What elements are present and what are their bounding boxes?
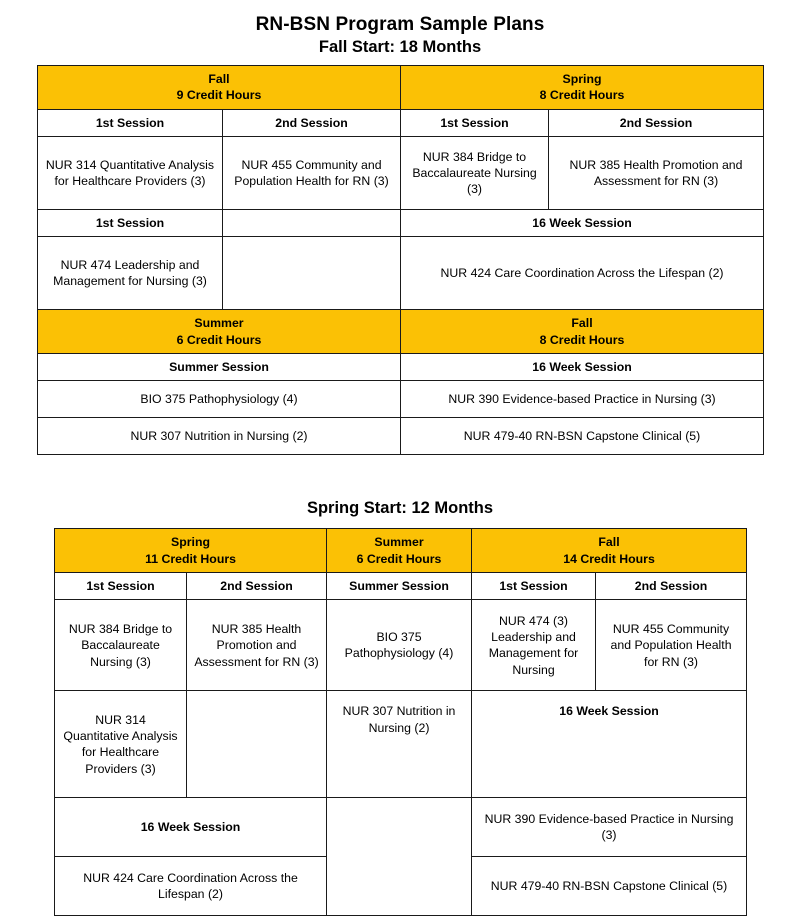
session-header: Summer Session xyxy=(327,573,472,600)
course-cell: NUR 307 Nutrition in Nursing (2) xyxy=(38,418,401,455)
course-cell: BIO 375 Pathophysiology (4) xyxy=(38,381,401,418)
term-header-summer xyxy=(38,310,401,354)
course-cell: NUR 314 Quantitative Analysis for Healthcare Providers (3) xyxy=(38,137,223,210)
session-header: 16 Week Session xyxy=(401,354,764,381)
course-cell: NUR 307 Nutrition in Nursing (2) xyxy=(327,691,472,798)
section-heading-fall-start: Fall Start: 18 Months xyxy=(318,38,482,56)
table-row xyxy=(38,66,764,110)
session-header: 2nd Session xyxy=(549,109,764,136)
table-row xyxy=(38,109,764,136)
session-header: 16 Week Session xyxy=(401,210,764,237)
table-row xyxy=(55,529,747,573)
term-name: Fall xyxy=(598,535,620,550)
term-credits: 9 Credit Hours xyxy=(176,88,262,103)
course-cell: NUR 479-40 RN-BSN Capstone Clinical (5) xyxy=(472,857,747,916)
section-heading-spring-start: Spring Start: 12 Months xyxy=(306,499,494,518)
session-header: 2nd Session xyxy=(187,573,327,600)
term-credits: 8 Credit Hours xyxy=(539,88,625,103)
term-name: Fall xyxy=(208,72,230,86)
table-row xyxy=(38,354,764,381)
term-credits: 11 Credit Hours xyxy=(145,551,236,566)
table-row xyxy=(38,381,764,418)
course-cell: BIO 375 Pathophysiology (4) xyxy=(327,600,472,691)
course-cell: NUR 474 Leadership and Management for Nursing (3) xyxy=(38,237,223,310)
term-header-spring xyxy=(55,529,327,573)
fall-start-table xyxy=(37,65,764,455)
course-cell: NUR 424 Care Coordination Across the Lifespan (2) xyxy=(401,237,764,310)
table-row xyxy=(38,310,764,354)
term-header-fall xyxy=(472,529,747,573)
table-row xyxy=(38,137,764,210)
session-header: 16 Week Session xyxy=(472,691,747,798)
term-credits: 6 Credit Hours xyxy=(176,332,262,347)
empty-cell xyxy=(223,210,401,237)
table-row xyxy=(55,691,747,798)
term-credits: 8 Credit Hours xyxy=(539,332,625,347)
course-cell: NUR 424 Care Coordination Across the Lifespan (2) xyxy=(55,857,327,916)
term-name: Spring xyxy=(171,535,210,550)
empty-cell xyxy=(223,237,401,310)
term-name: Spring xyxy=(562,72,602,86)
session-header: 2nd Session xyxy=(223,109,401,136)
term-name: Summer xyxy=(374,535,424,550)
table-row xyxy=(55,798,747,857)
term-credits: 14 Credit Hours xyxy=(563,551,655,566)
section-gap xyxy=(0,455,800,499)
spring-start-table-wrapper xyxy=(54,528,746,916)
term-header-fall-2 xyxy=(401,310,764,354)
top-spacer xyxy=(0,0,800,2)
course-cell: NUR 474 (3) Leadership and Management for Nursing xyxy=(472,600,596,691)
session-header: 1st Session xyxy=(55,573,187,600)
course-cell: NUR 385 Health Promotion and Assessment for RN (3) xyxy=(549,137,764,210)
session-header: Summer Session xyxy=(38,354,401,381)
empty-cell xyxy=(327,798,472,916)
term-name: Summer xyxy=(194,316,244,331)
term-name: Fall xyxy=(571,316,593,331)
course-cell: NUR 455 Community and Population Health for RN (3) xyxy=(596,600,747,691)
session-header: 1st Session xyxy=(472,573,596,600)
table-row xyxy=(38,237,764,310)
course-cell: NUR 384 Bridge to Baccalaureate Nursing (3) xyxy=(55,600,187,691)
course-cell: NUR 390 Evidence-based Practice in Nursing (3) xyxy=(472,798,747,857)
table-row xyxy=(38,418,764,455)
fall-start-table-wrapper xyxy=(37,65,763,455)
table-row xyxy=(38,210,764,237)
table-row xyxy=(55,573,747,600)
session-header: 2nd Session xyxy=(596,573,747,600)
session-header: 1st Session xyxy=(401,109,549,136)
course-cell: NUR 385 Health Promotion and Assessment for RN (3) xyxy=(187,600,327,691)
table-row xyxy=(55,600,747,691)
course-cell: NUR 384 Bridge to Baccalaureate Nursing (3) xyxy=(401,137,549,210)
spring-start-table xyxy=(54,528,747,916)
term-header-spring xyxy=(401,66,764,110)
empty-cell xyxy=(187,691,327,798)
session-header: 16 Week Session xyxy=(55,798,327,857)
course-cell: NUR 390 Evidence-based Practice in Nursing (3) xyxy=(401,381,764,418)
course-cell: NUR 479-40 RN-BSN Capstone Clinical (5) xyxy=(401,418,764,455)
term-header-fall xyxy=(38,66,401,110)
page-title: RN-BSN Program Sample Plans xyxy=(255,14,545,35)
term-header-summer xyxy=(327,529,472,573)
term-credits: 6 Credit Hours xyxy=(356,551,442,566)
course-cell: NUR 455 Community and Population Health for RN (3) xyxy=(223,137,401,210)
session-header: 1st Session xyxy=(38,210,223,237)
course-cell: NUR 314 Quantitative Analysis for Healthcare Providers (3) xyxy=(55,691,187,798)
session-header: 1st Session xyxy=(38,109,223,136)
